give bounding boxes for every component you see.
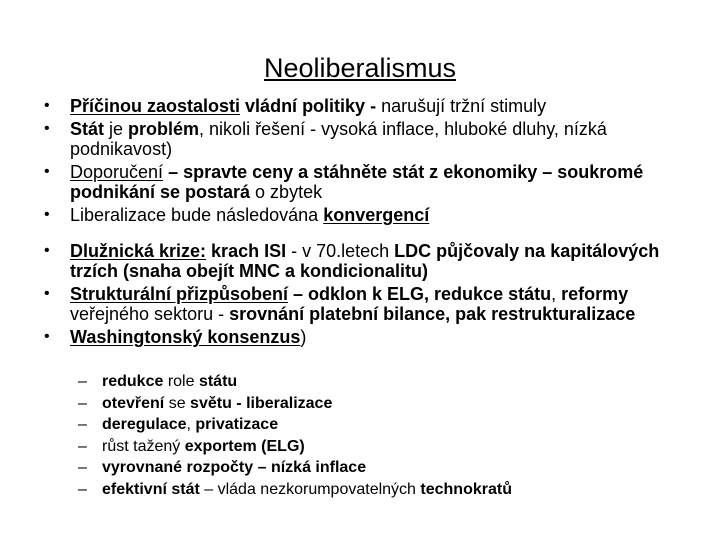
bullet-text: Washingtonský konsenzus	[70, 327, 301, 347]
sub-item-text: technokratů	[420, 480, 512, 498]
bullet-text: )	[300, 327, 307, 347]
bullet-item	[0, 284, 670, 324]
bullet-text: narušují tržní stimuly	[381, 96, 547, 116]
sub-item-text: – vláda nezkorumpovatelných	[199, 480, 421, 498]
sub-item-text: růst tažený	[102, 437, 185, 455]
bullet-list-bottom	[0, 241, 720, 350]
bullet-text: Strukturální přizpůsobení	[70, 284, 289, 304]
dash-icon: –	[78, 480, 87, 498]
bullet-text: – odklon k ELG, redukce státu	[288, 284, 552, 304]
sub-item	[0, 371, 720, 393]
bullet-text: Doporučení	[70, 162, 164, 182]
sub-list	[0, 371, 720, 500]
bullet-text: o zbytek	[255, 182, 323, 202]
dash-icon: –	[78, 416, 87, 433]
bullet-text: – spravte ceny a stáhněte stát z ekonomiky – soukromé podnikání se postará	[70, 162, 644, 202]
bullet-text: - v 70.letech	[286, 241, 395, 261]
sub-item	[0, 457, 720, 479]
sub-item-text: role	[163, 373, 199, 390]
bullet-text: Liberalizace bude následována	[70, 205, 324, 225]
bullet-dot-icon: •	[44, 285, 50, 302]
bullet-dot-icon: •	[44, 206, 50, 223]
bullet-dot-icon: •	[44, 242, 50, 259]
bullet-text: , nikoli řešení - vysoká inflace, hluboké dluhy, nízká podnikavost)	[70, 119, 607, 159]
bullet-text: krach ISI	[206, 241, 287, 261]
bullet-list-top	[0, 96, 720, 228]
bullet-item	[0, 241, 670, 281]
sub-item-text: světu - liberalizace	[190, 394, 333, 412]
sub-item-text: exportem (ELG)	[184, 437, 305, 455]
slide-title: Neoliberalismus	[263, 53, 457, 83]
bullet-text: Dlužnická krize:	[70, 241, 207, 261]
bullet-dot-icon: •	[44, 97, 50, 114]
dash-icon: –	[78, 437, 87, 455]
sub-item	[0, 414, 720, 436]
bullet-text: Příčinou zaostalosti	[70, 96, 241, 116]
dash-icon: –	[78, 459, 87, 476]
bullet-text: konvergencí	[323, 205, 430, 225]
bullet-text: srovnání platební bilance, pak restrukturalizace	[229, 304, 636, 324]
sub-item-text: státu	[198, 373, 238, 390]
sub-item	[0, 436, 720, 458]
bullet-text: vládní politiky -	[240, 96, 382, 116]
bullet-dot-icon: •	[44, 163, 50, 180]
bullet-text: LDC půjčovaly na kapitálových trzích (snaha obejít MNC a kondicionalitu)	[70, 241, 660, 281]
bullet-dot-icon: •	[44, 120, 50, 137]
bullet-text: veřejného sektoru -	[70, 304, 230, 324]
bullet-dot-icon: •	[44, 328, 50, 345]
sub-item-text: vyrovnané rozpočty – nízká inflace	[102, 459, 367, 476]
bullet-item	[0, 119, 670, 159]
bullet-item	[0, 327, 670, 347]
sub-item	[0, 479, 720, 501]
sub-item-text: privatizace	[195, 416, 279, 433]
sub-item-text: ,	[186, 416, 196, 433]
sub-item-text: se	[164, 394, 191, 412]
bullet-item	[0, 205, 670, 225]
dash-icon: –	[78, 394, 87, 412]
bullet-text: je	[104, 119, 129, 139]
dash-icon: –	[78, 373, 87, 390]
bullet-text: Stát	[70, 119, 105, 139]
bullet-text: ,	[551, 284, 562, 304]
bullet-item	[0, 162, 670, 202]
sub-item-text: redukce	[102, 373, 164, 390]
bullet-item	[0, 96, 670, 116]
bullet-text: reformy	[561, 284, 629, 304]
sub-item-text: efektivní stát	[102, 480, 200, 498]
sub-item	[0, 393, 720, 415]
sub-item-text: otevření	[102, 394, 165, 412]
bullet-text: problém	[128, 119, 200, 139]
sub-item-text: deregulace	[102, 416, 187, 433]
